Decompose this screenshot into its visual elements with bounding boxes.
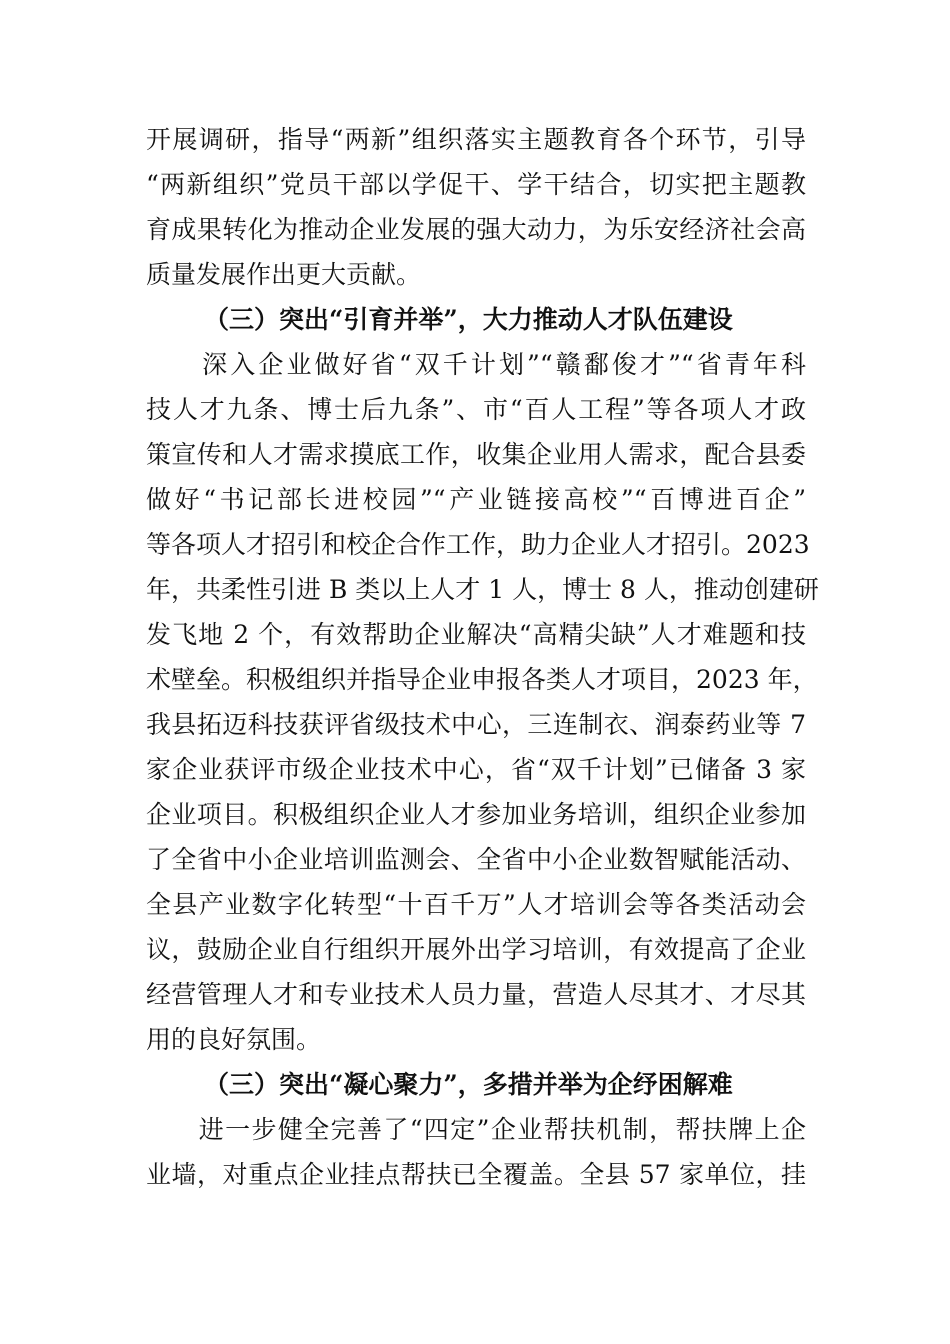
paragraph-2-line-14: 议，鼓励企业自行组织开展外出学习培训，有效提高了企业 bbox=[146, 935, 806, 964]
paragraph-1-line-2: “两新组织”党员干部以学促干、学干结合，切实把主题教 bbox=[146, 170, 806, 199]
section-heading-talent: （三）突出“引育并举”，大力推动人才队伍建设 bbox=[204, 305, 733, 334]
paragraph-1-line-3: 育成果转化为推动企业发展的强大动力，为乐安经济社会高 bbox=[146, 215, 806, 244]
paragraph-1-line-1: 开展调研，指导“两新”组织落实主题教育各个环节，引导 bbox=[146, 125, 806, 154]
paragraph-2-line-16: 用的良好氛围。 bbox=[146, 1025, 322, 1054]
paragraph-2-line-2: 技人才九条、博士后九条”、市“百人工程”等各项人才政 bbox=[146, 395, 806, 424]
paragraph-3-line-2: 业墙，对重点企业挂点帮扶已全覆盖。全县 57 家单位，挂 bbox=[146, 1160, 806, 1189]
paragraph-2-line-7: 发飞地 2 个，有效帮助企业解决“高精尖缺”人才难题和技 bbox=[146, 620, 806, 649]
paragraph-2-line-12: 了全省中小企业培训监测会、全省中小企业数智赋能活动、 bbox=[146, 845, 806, 874]
section-heading-support: （三）突出“凝心聚力”，多措并举为企纾困解难 bbox=[204, 1070, 733, 1099]
paragraph-3-line-1: 进一步健全完善了“四定”企业帮扶机制，帮扶牌上企 bbox=[146, 1115, 806, 1144]
paragraph-1-line-4: 质量发展作出更大贡献。 bbox=[146, 260, 422, 289]
paragraph-2-line-8: 术壁垒。积极组织并指导企业申报各类人才项目，2023 年， bbox=[146, 665, 818, 694]
paragraph-2-line-6: 年，共柔性引进 B 类以上人才 1 人，博士 8 人，推动创建研 bbox=[146, 575, 819, 604]
paragraph-2-line-9: 我县拓迈科技获评省级技术中心，三连制衣、润泰药业等 7 bbox=[146, 710, 806, 739]
paragraph-2-line-3: 策宣传和人才需求摸底工作，收集企业用人需求，配合县委 bbox=[146, 440, 806, 469]
paragraph-2-line-10: 家企业获评市级企业技术中心，省“双千计划”已储备 3 家 bbox=[146, 755, 806, 784]
paragraph-2-line-1: 深入企业做好省“双千计划”“赣鄱俊才”“省青年科 bbox=[146, 350, 806, 379]
paragraph-2-line-15: 经营管理人才和专业技术人员力量，营造人尽其才、才尽其 bbox=[146, 980, 806, 1009]
paragraph-2-line-13: 全县产业数字化转型“十百千万”人才培训会等各类活动会 bbox=[146, 890, 806, 919]
paragraph-2-line-11: 企业项目。积极组织企业人才参加业务培训，组织企业参加 bbox=[146, 800, 806, 829]
paragraph-2-line-4: 做好“书记部长进校园”“产业链接高校”“百博进百企” bbox=[146, 485, 806, 514]
paragraph-2-line-5: 等各项人才招引和校企合作工作，助力企业人才招引。2023 bbox=[146, 530, 810, 559]
